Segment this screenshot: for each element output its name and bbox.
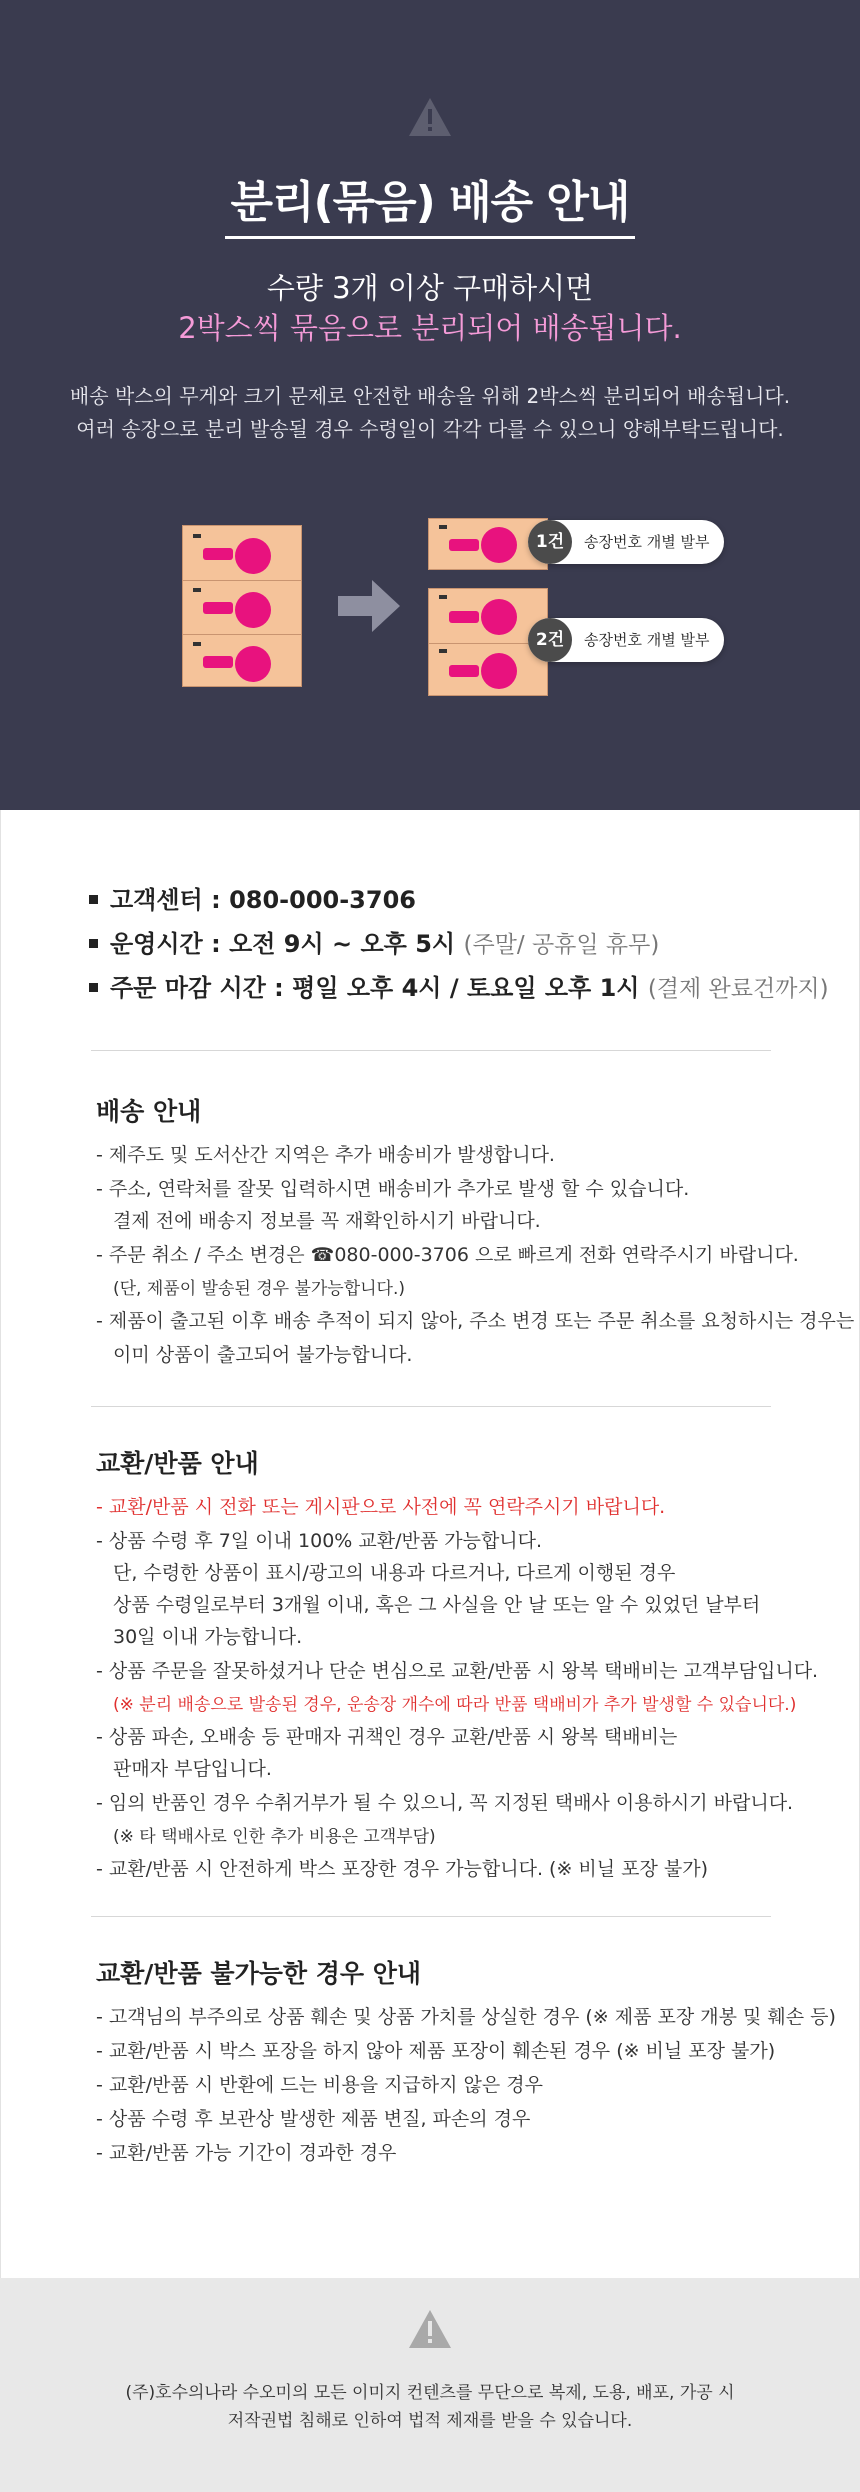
shipping-line: (단, 제품이 발송된 경우 불가능합니다.) (113, 1279, 406, 1299)
exchange-line: - 상품 수령 후 7일 이내 100% 교환/반품 가능합니다. (96, 1530, 543, 1552)
no-exchange-line: - 교환/반품 시 반환에 드는 비용을 지급하지 않은 경우 (96, 2074, 544, 2096)
shipment-count: 2건 (528, 618, 572, 662)
exchange-line-notice: (※ 분리 배송으로 발송된 경우, 운송장 개수에 따라 반품 택배비가 추가 발생할 수 있습니다.) (113, 1695, 797, 1715)
shipping-line: - 제주도 및 도서산간 지역은 추가 배송비가 발생합니다. (96, 1144, 555, 1166)
shipment-label: 송장번호 개별 발부 (584, 631, 710, 649)
banner-description-2: 여러 송장으로 분리 발송될 경우 수령일이 각각 다를 수 있으니 양해부탁드립니다. (76, 417, 784, 441)
product-box-stack (182, 525, 302, 687)
banner-subtitle-2: 2박스씩 묶음으로 분리되어 배송됩니다. (178, 311, 682, 345)
warning-triangle-icon (407, 2308, 453, 2350)
banner-description-1: 배송 박스의 무게와 크기 문제로 안전한 배송을 위해 2박스씩 분리되어 배송됩니다. (69, 384, 791, 408)
no-exchange-line: - 고객님의 부주의로 상품 훼손 및 상품 가치를 상실한 경우 (※ 제품 포장 개봉 및 훼손 등) (96, 2006, 836, 2028)
product-box-icon (437, 521, 537, 569)
shipping-line: 결제 전에 배송지 정보를 꼭 재확인하시기 바랍니다. (113, 1210, 541, 1232)
warning-triangle-icon (407, 96, 453, 138)
product-box-icon (191, 530, 291, 684)
shipment-count: 1건 (528, 520, 572, 564)
no-exchange-section-title: 교환/반품 불가능한 경우 안내 (96, 1959, 422, 1988)
exchange-line: 30일 이내 가능합니다. (113, 1626, 303, 1648)
shipment-label: 송장번호 개별 발부 (584, 533, 710, 551)
shipment-pill-2 (528, 618, 724, 662)
copyright-line-1: (주)호수의나라 수오미의 모든 이미지 컨텐츠를 무단으로 복제, 도용, 배포, 가공 시 (125, 2383, 735, 2403)
exchange-line: 상품 수령일로부터 3개월 이내, 혹은 그 사실을 안 날 또는 알 수 있었던 날부터 (113, 1594, 761, 1616)
copyright-footer (0, 2278, 860, 2492)
exchange-section-title: 교환/반품 안내 (96, 1449, 259, 1478)
shipping-line: - 주문 취소 / 주소 변경은 ☎080-000-3706 으로 빠르게 전화 연락주시기 바랍니다. (96, 1244, 799, 1266)
shipping-line: - 제품이 출고된 이후 배송 추적이 되지 않아, 주소 변경 또는 주문 취소를 요청하시는 경우는 (96, 1310, 855, 1332)
no-exchange-line: - 교환/반품 시 박스 포장을 하지 않아 제품 포장이 훼손된 경우 (※ 비닐 포장 불가) (96, 2040, 776, 2062)
banner-subtitle-1: 수량 3개 이상 구매하시면 (266, 271, 594, 305)
no-exchange-line: - 교환/반품 가능 기간이 경과한 경우 (96, 2142, 397, 2164)
divider (91, 1406, 771, 1407)
exchange-line: (※ 타 택배사로 인한 추가 비용은 고객부담) (113, 1827, 436, 1847)
exchange-line: 판매자 부담입니다. (113, 1758, 272, 1780)
shipment-pill-1 (528, 520, 724, 564)
banner-title: 분리(묶음) 배송 안내 (0, 166, 860, 239)
exchange-line: - 교환/반품 시 안전하게 박스 포장한 경우 가능합니다. (※ 비닐 포장 불가) (96, 1858, 709, 1880)
copyright-line-2: 저작권법 침해로 인하여 법적 제재를 받을 수 있습니다. (227, 2411, 633, 2431)
no-exchange-line: - 상품 수령 후 보관상 발생한 제품 변질, 파손의 경우 (96, 2108, 531, 2130)
divider (91, 1916, 771, 1917)
shipping-line: - 주소, 연락처를 잘못 입력하시면 배송비가 추가로 발생 할 수 있습니다. (96, 1178, 690, 1200)
info-body (0, 810, 860, 2278)
operating-hours: 운영시간 : 오전 9시 ~ 오후 5시 (주말/ 공휴일 휴무) (89, 924, 659, 959)
exchange-line: - 상품 주문을 잘못하셨거나 단순 변심으로 교환/반품 시 왕복 택배비는 고객부담입니다. (96, 1660, 819, 1682)
exchange-line: 단, 수령한 상품이 표시/광고의 내용과 다르거나, 다르게 이행된 경우 (113, 1562, 676, 1584)
exchange-line-notice: - 교환/반품 시 전화 또는 게시판으로 사전에 꼭 연락주시기 바랍니다. (96, 1496, 666, 1518)
arrow-right-icon (338, 580, 400, 632)
exchange-line: - 상품 파손, 오배송 등 판매자 귀책인 경우 교환/반품 시 왕복 택배비는 (96, 1726, 678, 1748)
order-cutoff: 주문 마감 시간 : 평일 오후 4시 / 토요일 오후 1시 (결제 완료건까지) (89, 968, 829, 1003)
exchange-line: - 임의 반품인 경우 수취거부가 될 수 있으니, 꼭 지정된 택배사 이용하시기 바랍니다. (96, 1792, 794, 1814)
product-box-icon (437, 591, 537, 695)
contact-center: 고객센터 : 080-000-3706 (89, 880, 416, 915)
shipping-notice-banner (0, 0, 860, 810)
divider (91, 1050, 771, 1051)
shipping-section-title: 배송 안내 (96, 1097, 202, 1126)
shipping-line: 이미 상품이 출고되어 불가능합니다. (113, 1344, 413, 1366)
